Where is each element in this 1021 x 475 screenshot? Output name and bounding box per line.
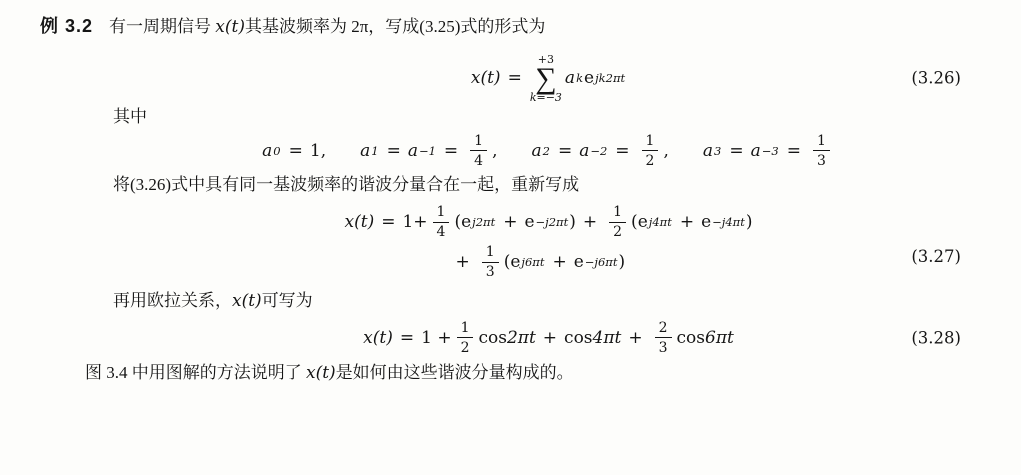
fraction [609, 205, 626, 239]
equation-3-28 [363, 321, 734, 355]
fraction-denominator: 2 [642, 150, 659, 168]
e-symbol: e [637, 212, 648, 233]
summation-symbol [530, 53, 562, 105]
intro-math-xt: x(t) [215, 17, 245, 37]
fraction-numerator: 2 [658, 319, 668, 336]
eq326-exponent: jk2πt [595, 71, 626, 86]
eq327-line2 [449, 245, 626, 279]
eq326-coef-sub: k [576, 71, 584, 86]
plus-sign: + [628, 327, 643, 348]
fraction-numerator: 1 [816, 132, 826, 149]
exponent: j2πt [472, 215, 496, 230]
comma: , [320, 140, 327, 161]
equation-3-27-row [0, 205, 1021, 279]
plus-sign: + [542, 327, 558, 348]
equation-number-328: (3.28) [911, 328, 961, 348]
close-paren: ) [569, 212, 576, 233]
fraction-numerator: 1 [645, 132, 655, 149]
intro-text-1: 有一周期信号 [109, 17, 216, 36]
fraction [482, 245, 499, 279]
constant-term: 1+ [402, 212, 428, 233]
coef-sub2: −3 [761, 143, 779, 158]
example-intro-line [0, 0, 1021, 41]
exponent: −j6πt [584, 255, 618, 270]
equation-3-26 [471, 53, 626, 105]
sigma-glyph: ∑ [535, 61, 557, 95]
plus-sign: + [679, 212, 695, 233]
coef-sub: 0 [273, 143, 281, 158]
fraction [470, 134, 487, 168]
combine-line [0, 172, 1021, 198]
sum-lower-limit: k=−3 [529, 91, 562, 105]
fraction-numerator: 1 [485, 244, 495, 261]
where-label: 其中 [113, 107, 147, 127]
fraction-denominator: 2 [457, 337, 474, 355]
coef-base: a [702, 140, 714, 161]
equals-sign: = [381, 212, 396, 233]
euler-text-2: 可写为 [261, 291, 313, 311]
equals-sign: = [615, 140, 630, 161]
plus-sign: + [582, 212, 598, 233]
equation-number-327: (3.27) [911, 247, 961, 267]
e-symbol: e [510, 252, 521, 273]
coef-sub2: −1 [418, 143, 436, 158]
close-paren: ) [618, 252, 626, 273]
fraction-numerator: 1 [613, 204, 623, 221]
constant-term: 1 + [421, 327, 452, 348]
equals-sign: = [386, 140, 401, 161]
fraction [433, 205, 450, 239]
eq328-lhs: x(t) [363, 327, 393, 348]
fraction-denominator: 2 [609, 222, 626, 240]
exponent: j4πt [648, 215, 672, 230]
coef-sub: 2 [542, 143, 550, 158]
fraction [655, 321, 672, 355]
e-symbol: e [461, 212, 472, 233]
close-paren: ) [745, 212, 753, 233]
fraction-numerator: 1 [436, 204, 446, 221]
coefficient-a3 [703, 134, 835, 168]
coefficients-content [262, 134, 835, 168]
fraction-numerator: 1 [474, 132, 484, 149]
coef-base: a [531, 140, 542, 161]
coefficient-a0 [262, 141, 326, 161]
exponent: j6πt [521, 255, 545, 270]
exponent: −j4πt [712, 215, 745, 230]
comma: , [663, 140, 669, 161]
euler-text-1: 再用欧拉关系， [113, 291, 232, 311]
fraction-denominator: 3 [482, 262, 499, 280]
coef-base2: a [579, 140, 590, 161]
comma: , [492, 140, 498, 161]
equals-sign: = [786, 140, 801, 161]
eq327-lhs: x(t) [344, 212, 375, 233]
combine-text: 将(3.26)式中具有同一基波频率的谐波分量合在一起，重新写成 [113, 174, 580, 194]
e-symbol: e [573, 252, 584, 273]
coef-base2: a [407, 140, 418, 161]
fraction [813, 134, 830, 168]
plus-sign: + [503, 212, 518, 233]
figure-text-1: 图 3.4 中用图解的方法说明了 [85, 362, 306, 382]
equation-3-28-row [0, 321, 1021, 355]
equation-3-27 [345, 205, 753, 279]
open-paren: ( [503, 252, 511, 273]
figure-reference-line [0, 360, 1021, 387]
exponent: −j2πt [535, 215, 569, 230]
plus-sign: + [455, 252, 470, 273]
eq326-lhs: x(t) [470, 68, 501, 89]
plus-sign: + [552, 252, 567, 273]
open-paren: ( [631, 212, 638, 233]
figure-math-xt: x(t) [306, 362, 336, 383]
fraction-denominator: 3 [813, 150, 830, 168]
euler-line [0, 288, 1021, 315]
equals-sign: = [399, 327, 415, 348]
coefficient-a2 [531, 134, 668, 168]
cos-argument: 6πt [705, 327, 734, 348]
e-symbol: e [524, 212, 535, 233]
fraction [457, 321, 474, 355]
fraction-denominator: 4 [433, 222, 450, 240]
cos-argument: 2πt [506, 327, 536, 348]
cos-function: cos [564, 327, 593, 348]
fraction-denominator: 4 [470, 150, 487, 168]
e-symbol: e [584, 68, 595, 89]
equals-sign: = [557, 140, 573, 161]
coef-sub2: −2 [590, 143, 608, 158]
coef-base2: a [750, 140, 761, 161]
where-line [0, 104, 1021, 130]
coefficients-row [0, 134, 1021, 168]
fraction [642, 134, 659, 168]
coef-base: a [262, 140, 273, 161]
cos-function: cos [676, 327, 706, 348]
equals-sign: = [507, 68, 522, 89]
eq327-line1 [345, 205, 753, 239]
equation-3-26-row [0, 53, 1021, 105]
equals-sign: = [443, 140, 459, 161]
cos-function: cos [478, 327, 507, 348]
coef-value: 1 [309, 140, 321, 161]
fraction-denominator: 3 [655, 337, 672, 355]
coef-base: a [360, 140, 371, 161]
example-label: 例 3.2 [40, 16, 94, 36]
figure-text-2: 是如何由这些谐波分量构成的。 [335, 362, 574, 382]
cos-argument: 4πt [592, 327, 622, 348]
equation-number-326: (3.26) [911, 68, 961, 88]
fraction-numerator: 1 [460, 319, 470, 336]
e-symbol: e [701, 212, 712, 233]
eq326-coef-base: a [564, 68, 576, 89]
coef-sub: 1 [371, 143, 379, 158]
equals-sign: = [288, 140, 303, 161]
sum-upper-limit: +3 [537, 52, 554, 66]
coef-sub: 3 [714, 143, 722, 158]
intro-text-2: 其基波频率为 2π，写成(3.25)式的形式为 [244, 17, 546, 36]
equals-sign: = [729, 140, 744, 161]
open-paren: ( [454, 212, 462, 233]
coefficient-a1 [360, 134, 497, 168]
euler-math-xt: x(t) [232, 291, 262, 312]
